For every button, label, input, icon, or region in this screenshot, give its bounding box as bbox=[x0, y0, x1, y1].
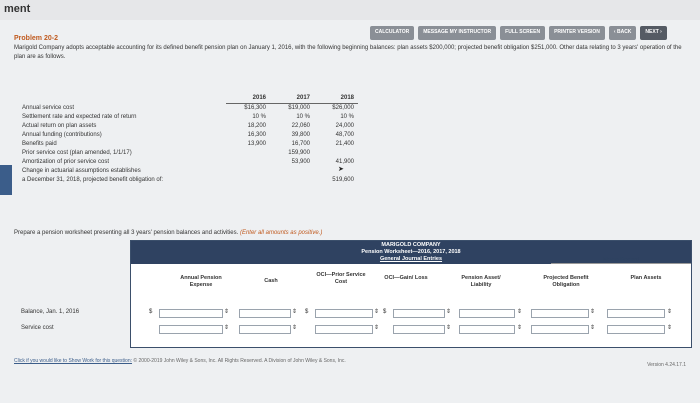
facts-label: Change in actuarial assumptions establishes bbox=[22, 168, 141, 174]
pension-asset-liability-input[interactable] bbox=[459, 325, 515, 334]
facts-row bbox=[18, 158, 358, 167]
col-annual-pension-expense: Annual Pension Expense bbox=[180, 275, 222, 288]
facts-value bbox=[226, 158, 270, 167]
stepper-icon[interactable]: ⇕ bbox=[446, 309, 452, 315]
annual-pension-expense-input[interactable] bbox=[159, 309, 223, 318]
plan-assets-input[interactable] bbox=[607, 309, 665, 318]
calculator-button[interactable]: CALCULATOR bbox=[370, 26, 414, 40]
facts-label: a December 31, 2018, projected benefit obligation of: bbox=[22, 177, 164, 183]
oci-prior-service-cost-input[interactable] bbox=[315, 325, 373, 334]
stepper-icon[interactable]: ⇕ bbox=[517, 309, 523, 315]
facts-row bbox=[18, 113, 358, 122]
facts-table bbox=[18, 94, 358, 185]
facts-value: $26,000 bbox=[332, 105, 354, 111]
col-oci-gain-loss: OCI—Gain/ Loss bbox=[384, 275, 428, 281]
facts-row bbox=[18, 140, 358, 149]
stepper-icon[interactable]: ⇕ bbox=[667, 309, 673, 315]
facts-value: 159,900 bbox=[288, 150, 310, 156]
problem-description: Marigold Company adopts acceptable accounting for its defined benefit pension plan on January 1, 2016, with the following beginning balances: plan assets $200,000; projected benefit obligation $251,000. Other data relating to 3 years' operation of the plan are as follows. bbox=[14, 45, 682, 60]
currency-symbol: $ bbox=[149, 309, 153, 315]
facts-value: 22,060 bbox=[291, 123, 310, 129]
stepper-icon[interactable]: ⇕ bbox=[590, 325, 596, 331]
stepper-icon[interactable]: ⇕ bbox=[292, 309, 298, 315]
show-work-link[interactable]: Click if you would like to Show Work for this question: bbox=[14, 358, 133, 364]
facts-value bbox=[270, 176, 314, 185]
facts-row bbox=[18, 103, 358, 113]
stepper-icon[interactable]: ⇕ bbox=[517, 325, 523, 331]
worksheet-title: Pension Worksheet—2016, 2017, 2018 bbox=[361, 249, 461, 255]
worksheet-company: MARIGOLD COMPANY bbox=[381, 242, 441, 248]
side-tab[interactable] bbox=[0, 165, 12, 195]
worksheet-column-headers bbox=[131, 272, 691, 298]
facts-value: 39,800 bbox=[291, 132, 310, 138]
facts-label: Annual service cost bbox=[22, 104, 75, 111]
pbo-input[interactable] bbox=[531, 309, 589, 318]
problem-title: Problem 20-2 bbox=[14, 35, 58, 42]
facts-value: 16,700 bbox=[291, 141, 310, 147]
copyright-text: © 2000-2019 John Wiley & Sons, Inc. All Rights Reserved. A Division of John Wiley & Sons, Inc. bbox=[133, 358, 346, 364]
facts-value bbox=[314, 149, 358, 158]
facts-row bbox=[18, 131, 358, 140]
facts-value: $16,300 bbox=[244, 105, 266, 111]
oci-prior-service-cost-input[interactable] bbox=[315, 309, 373, 318]
col-projected-benefit-obligation: Projected Benefit Obligation bbox=[543, 275, 589, 288]
facts-label: Actual return on plan assets bbox=[22, 123, 97, 129]
facts-value: 10 % bbox=[296, 114, 310, 120]
stepper-icon[interactable]: ⇕ bbox=[292, 325, 298, 331]
facts-row bbox=[18, 122, 358, 131]
facts-value bbox=[226, 149, 270, 158]
facts-label: Settlement rate and expected rate of return bbox=[22, 114, 137, 120]
back-button[interactable]: ‹ BACK bbox=[609, 26, 637, 40]
facts-value: 24,000 bbox=[335, 123, 354, 129]
worksheet-section: General Journal Entries bbox=[379, 256, 443, 262]
facts-value: 18,200 bbox=[247, 123, 266, 129]
facts-value: 48,700 bbox=[335, 132, 354, 138]
facts-header-2017: 2017 bbox=[270, 94, 314, 103]
facts-label: Benefits paid bbox=[22, 141, 57, 147]
currency-symbol: $ bbox=[305, 309, 309, 315]
full-screen-button[interactable]: FULL SCREEN bbox=[500, 26, 545, 40]
browser-top-bar bbox=[0, 0, 700, 20]
col-pension-asset-liability: Pension Asset/ Liability bbox=[461, 275, 501, 288]
oci-gain-loss-input[interactable] bbox=[393, 325, 445, 334]
facts-value: $19,000 bbox=[288, 105, 310, 111]
facts-value: 21,400 bbox=[335, 141, 354, 147]
facts-label: Annual funding (contributions) bbox=[22, 132, 102, 138]
col-oci-prior-service-cost: OCI—Prior Service Cost bbox=[316, 272, 366, 285]
message-instructor-button[interactable]: MESSAGE MY INSTRUCTOR bbox=[418, 26, 496, 40]
stepper-icon[interactable]: ⇕ bbox=[374, 325, 380, 331]
row-label-balance: Balance, Jan. 1, 2016 bbox=[21, 309, 80, 315]
instructions-text: Prepare a pension worksheet presenting all 3 years' pension balances and activities. bbox=[14, 230, 239, 236]
facts-value: 519,600 bbox=[332, 177, 354, 183]
printer-version-button[interactable]: PRINTER VERSION bbox=[549, 26, 605, 40]
toolbar bbox=[370, 26, 667, 40]
cash-input[interactable] bbox=[239, 325, 291, 334]
facts-value bbox=[314, 167, 358, 176]
next-button[interactable]: NEXT › bbox=[640, 26, 666, 40]
row-label-service-cost: Service cost bbox=[21, 325, 54, 331]
pension-worksheet bbox=[21, 240, 692, 348]
instructions bbox=[14, 230, 322, 236]
footer bbox=[14, 358, 346, 364]
version-label: Version 4.24.17.1 bbox=[647, 362, 686, 368]
facts-row bbox=[18, 149, 358, 158]
pension-asset-liability-input[interactable] bbox=[459, 309, 515, 318]
facts-value: 53,900 bbox=[291, 159, 310, 165]
facts-value: 10 % bbox=[252, 114, 266, 120]
facts-label: Prior service cost (plan amended, 1/1/17) bbox=[22, 150, 132, 156]
instructions-emphasis: (Enter all amounts as positive.) bbox=[239, 230, 323, 236]
facts-value: 10 % bbox=[340, 114, 354, 120]
pbo-input[interactable] bbox=[531, 325, 589, 334]
facts-value bbox=[226, 167, 270, 176]
facts-row bbox=[18, 176, 358, 185]
facts-header-2016: 2016 bbox=[226, 94, 270, 103]
stepper-icon[interactable]: ⇕ bbox=[667, 325, 673, 331]
mouse-cursor-icon: ➤ bbox=[338, 166, 344, 173]
cash-input[interactable] bbox=[239, 309, 291, 318]
currency-symbol: $ bbox=[383, 309, 387, 315]
plan-assets-input[interactable] bbox=[607, 325, 665, 334]
facts-value bbox=[226, 176, 270, 185]
stepper-icon[interactable]: ⇕ bbox=[590, 309, 596, 315]
facts-row bbox=[18, 167, 358, 176]
facts-value: 41,900 bbox=[335, 159, 354, 165]
memo-record-label: Memo Record bbox=[551, 257, 691, 264]
facts-value: 16,300 bbox=[247, 132, 266, 138]
facts-value bbox=[270, 167, 314, 176]
stepper-icon[interactable]: ⇕ bbox=[374, 309, 380, 315]
facts-header-row bbox=[18, 94, 358, 103]
tab-label[interactable]: ment bbox=[4, 3, 31, 15]
facts-value: 13,900 bbox=[247, 141, 266, 147]
stepper-icon[interactable]: ⇕ bbox=[224, 309, 230, 315]
col-cash: Cash bbox=[264, 278, 278, 284]
facts-header-2018: 2018 bbox=[314, 94, 358, 103]
annual-pension-expense-input[interactable] bbox=[159, 325, 223, 334]
facts-label: Amortization of prior service cost bbox=[22, 159, 110, 165]
oci-gain-loss-input[interactable] bbox=[393, 309, 445, 318]
stepper-icon[interactable]: ⇕ bbox=[224, 325, 230, 331]
stepper-icon[interactable]: ⇕ bbox=[446, 325, 452, 331]
col-plan-assets: Plan Assets bbox=[630, 275, 662, 281]
